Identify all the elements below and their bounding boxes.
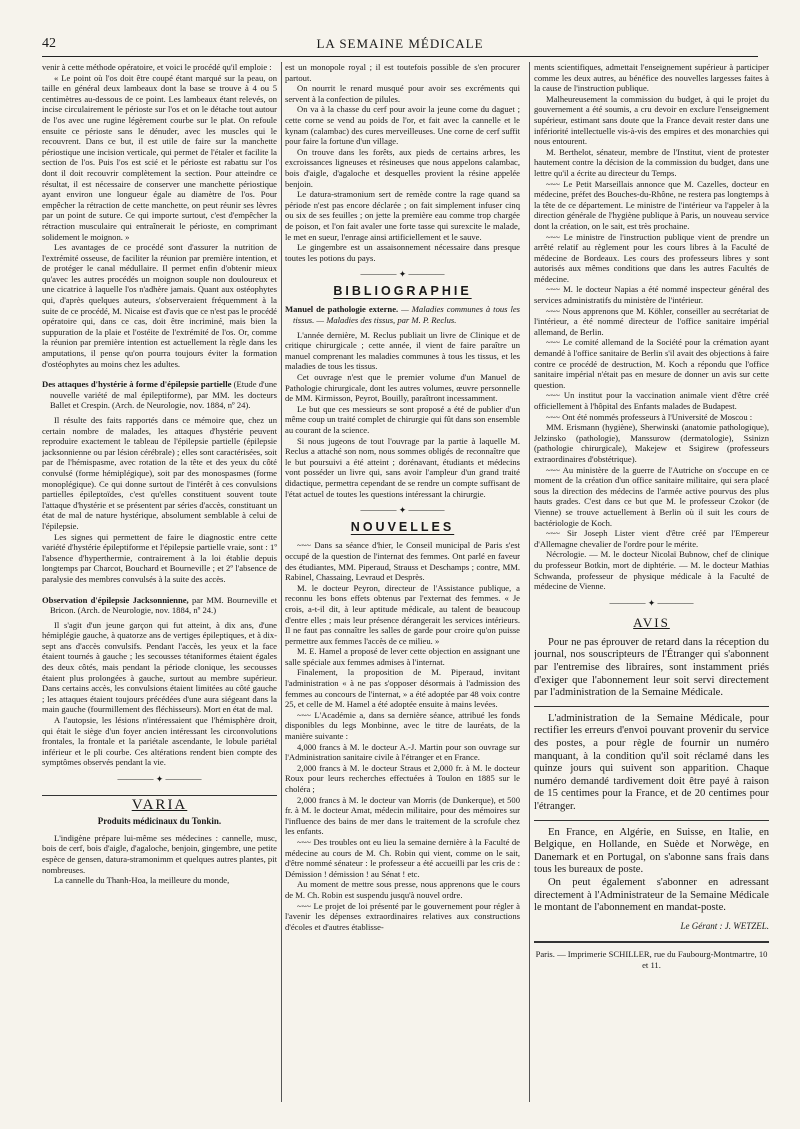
publisher-manager: Le Gérant : J. WETZEL. [680,920,769,931]
news-item: M. E. Hamel a proposé de lever cette objection en assignant une salle spéciale aux femmes admises à l'internat. [285,646,520,667]
journal-title: LA SEMAINE MÉDICALE [316,36,484,51]
divider [534,706,769,707]
notice-paragraph: Pour ne pas éprouver de retard dans la réception du journal, nos souscripteurs de l'Étranger qui s'abonnent par l'entremise des libraires, sont instamment priés d'exiger que l'abonnement leur soit servi directement par l'administration de la Semaine Médicale. [534,636,769,699]
section-title-bibliographie: BIBLIOGRAPHIE [333,283,472,298]
abstract-entry [42,379,277,411]
section-title-avis: AVIS [633,615,670,631]
divider [534,820,769,821]
news-item: ~~~ Le comité allemand de la Société pour la crémation ayant demandé à l'office sanitaire de Berlin s'il avait des objections à faire contre ce procédé de destruction, M. Koch a répondu que l'office sanitaire impérial n'était pas en mesure de donner un avis sur cette question. [534,337,769,390]
printer-imprint: Paris. — Imprimerie SCHILLER, rue du Faubourg-Montmartre, 10 et 11. [534,941,769,970]
paragraph: « Le point où l'os doit être coupé étant marqué sur la peau, on taille en général deux lambeaux dont la base se trouve à 4 ou 5 centimètres au-dessous de ce point. Les lambeaux étant relevés, on incise circulairement le périoste sur l'os et on le détache tout autour de l'os avec une rugine légèrement courbe sur le plat. On refoule ensuite ce périoste sans le dénuder, avec les muscles qui le recouvrent. Dans ce but, il est utile de faire sur la manchette périostique une incision verticale, qui permet de l'étaler et facilite la section de l'os. Puis l'os est scié et le périoste est rabattu sur l'os dont il doit recouvrir complètement la section. Pour atteindre ce résultat, il est nécessaire de conserver une manchette périostique ayant environ une longueur égale au diamètre de l'os. Pour empêcher la rétraction de cette manchette, on peut réunir ses lèvres par un point de suture. Ce qui importe surtout, c'est d'empêcher la rétraction musculaire qui entraînerait le périoste, en comprimant solidement le moignon. » [42,72,277,242]
paragraph: Le gingembre est un assaisonnement nécessaire dans presque toutes les potions du pays. [285,242,520,263]
news-item: ~~~ Sir Joseph Lister vient d'être créé par l'Empereur d'Allemagne chevalier de l'ordre pour le mérite. [534,528,769,549]
paragraph: venir à cette méthode opératoire, et voici le procédé qu'il emploie : [42,62,272,72]
section-title-varia: VARIA [42,795,277,811]
paragraph: Les signes qui permettent de faire le diagnostic entre cette variété d'hystérie épileptiforme et l'épilepsie partielle vraie, sont : 1º l'absence d'hyperthermie, contrairement à la loi établie depuis longtemps par Charcot, Bouchard et Bourneville ; et 2º l'absence de paralysie des membres convulsés à la suite des accès. [42,531,277,584]
paragraph: On nourrit le renard musqué pour avoir ses excréments qui servent à la confection de pilules. [285,83,520,104]
news-item: ~~~ Le projet de loi présenté par le gouvernement pour régler à l'avenir les dépenses extraordinaires relatives aux constructions d'écoles et d'autres établisse- [285,900,520,932]
news-item: Finalement, la proposition de M. Piperaud, invitant l'administration « à ne pas s'opposer désormais à l'admission des femmes au concours de l'internat, » a été adoptée par 48 voix contre 25, et celle de M. Hamel a été adoptée ensuite à mains levées. [285,667,520,710]
ornament-separator: ———— ✦ ———— [117,774,202,784]
paragraph: Cet ouvrage n'est que le premier volume d'un Manuel de Pathologie chirurgicale, dont les autres volumes, œuvre personnelle de MM. Kirmisson, Peyrot, Bouilly, paraîtront incessamment. [285,372,520,404]
book-title: Manuel de pathologie externe. [285,304,399,315]
paragraph: L'année dernière, M. Reclus publiait un livre de Clinique et de critique chirurgicale ; cette année, il vient de faire paraître un manuel comprenant les maladies communes à tous les tissus, et les maladies de tous les tissus. [285,329,520,372]
paragraph: Les avantages de ce procédé sont d'assurer la nutrition de l'extrémité osseuse, de faciliter la réunion par première intention, et de protéger le canal médullaire. Il permet enfin d'obtenir mieux qu'avec les autres procédés un moignon souple non douloureux et une cicatrice à laquelle l'os n'adhère jamais. Quant aux ostéophytes qui, d'après quelques auteurs, s'observeraient fréquemment à la suite de ce procédé, M. Nicaise est d'avis que ce n'est pas le procédé opératoire qui, dans ce cas, doit être incriminé, mais bien la suppuration de la plaie et l'ostéite de l'extrémité de l'os. Or, comme la réunion par première intention est actuellement la règle dans les amputations, il pense qu'on pourra toujours éviter la formation d'ostéophytes au moins chez les adultes. [42,242,277,369]
book-review-entry [285,304,520,325]
news-item: Au moment de mettre sous presse, nous apprenons que le cours de M. Ch. Robin est suspendu jusqu'à nouvel ordre. [285,879,520,900]
column-middle [285,62,520,1097]
obituary: Nécrologie. — M. le docteur Nicolaï Bubnow, chef de clinique du professeur Botkin, mort de diphtérie. — M. le docteur Mathias Schwanda, professeur de physique médicale à la Faculté de médecine de Vienne. [534,549,769,592]
news-item: ~~~ Dans sa séance d'hier, le Conseil municipal de Paris s'est occupé de la question de l'internat des femmes. Ont parlé en faveur des étudiantes, MM. Piperaud, Strauss et Deschamps ; contre, MM. Rabinel, Chassaing, Levraud et Desprès. [285,540,520,583]
news-item: 2,000 francs à M. le docteur van Morris (de Dunkerque), et 500 fr. à M. le docteur Amat, médecin militaire, pour des mémoires sur l'influence des bains de mer dans le traitement de la scrofule chez les enfants. [285,794,520,837]
abstract-ref: par MM. Bourneville et Bricon. (Arch. de Neurologie, nov. 1884, nº 24.) [50,594,277,616]
news-item: ~~~ Un institut pour la vaccination animale vient d'être créé officiellement à l'hôpital des Enfants malades de Budapest. [534,390,769,411]
abstract-title: Observation d'épilepsie Jacksonnienne, [42,594,189,605]
ornament-separator: ———— ✦ ———— [360,269,445,280]
paragraph: La cannelle du Thanh-Hoa, la meilleure du monde, [54,875,230,886]
paragraph: A l'autopsie, les lésions n'intéressaient que l'hémisphère droit, qui était le siège d'un foyer ancien intéressant les circonvolutions frontales, la frontale et la pariétale ascendante, le lobule pariétal inférieur et le pli courbe. Ces altérations rendent bien compte des symptômes observés pendant la vie. [42,715,277,768]
news-item: ~~~ Le Petit Marseillais annonce que M. Cazelles, docteur en médecine, préfet des Bouches-du-Rhône, ne restera pas longtemps à la tête de ce département. Le ministre de l'intérieur va l'appeler à la direction générale de l'hygiène publique à Paris, un nouveau service dont la création, on le sait, est très prochaine. [534,178,769,231]
news-item: MM. Erismann (hygiène), Sherwinski (anatomie pathologique), Jelzinsko (pathologie), Manssurow (dermatologie), Ssinizn (pathologie chirurgicale), Makejew et Ssigirew (professeurs extraordinaires d'obstétrique). [534,422,769,464]
paragraph: On trouve dans les forêts, aux pieds de certains arbres, les excroissances ligneuses et résineuses que nous appelons calambac, bois d'aigle, d'agaloche et desquelles provient la résine appelée benjoin. [285,146,520,189]
news-item: 4,000 francs à M. le docteur A.-J. Martin pour son ouvrage sur l'Administration sanitaire civile à l'étranger et en France. [285,741,520,763]
notice-box [534,615,769,914]
page-number: 42 [42,36,56,51]
paragraph: M. Berthelot, sénateur, membre de l'Institut, vient de protester hautement contre la décision de la commission du budget, dans une lettre qu'il a écrite au directeur du Temps. [534,146,769,178]
news-item: ~~~ Le ministre de l'instruction publique vient de prendre un arrêté relatif au règlement pour les cours libres à la Faculté de médecine de Bordeaux. Les cours des professeurs libres y sont autorisés aux mêmes conditions que dans les autres Facultés de médecine. [534,231,769,284]
paragraph: On va à la chasse du cerf pour avoir la jeune corne du daguet ; cette corne se vend au poids de l'or, et fait avec la cannelle et le kynam (calambac) des cures merveilleuses. Une corne de cerf suffit pour faire la fortune d'un village. [285,104,520,147]
news-item: ~~~ L'Académie a, dans sa dernière séance, attribué les fonds disponibles du legs Monbinne, avec le titre de lauréats, de la manière suivante : [285,709,520,742]
section-title-nouvelles: NOUVELLES [350,519,455,534]
paragraph: Malheureusement la commission du budget, à qui le projet du gouvernement a été soumis, a cru devoir en exclure l'enseignement supérieur, estimant sans doute que la France devait rester dans une infériorité intellectuelle vis-à-vis des empires et des monarchies qui nous entourent. [534,93,769,147]
abstract-entry [42,595,277,616]
column-rule [281,62,282,1102]
news-item: ~~~ Ont été nommés professeurs à l'Université de Moscou : [546,411,753,422]
article-title: Produits médicinaux du Tonkin. [97,816,222,827]
column-rule [529,62,530,1102]
ornament-separator: ———— ✦ ———— [609,597,694,608]
news-item: ~~~ M. le docteur Napias a été nommé inspecteur général des services administratifs du ministère de l'intérieur. [534,284,769,306]
paragraph: Il résulte des faits rapportés dans ce mémoire que, chez un certain nombre de malades, les attaques d'hystérie peuvent reproduire exactement le tableau de l'épilepsie partielle (épilepsie jacksonnienne ou par lésion cérébrale) ; elles sont caractérisées, soit par de l'hémispasme, avec rotation de la tête et des yeux du côté convulsé (forme hémiplégique), soit par des monospasmes (forme monoplégique). Ce qui donne surtout de l'intérêt à ces convulsions partielles épileptoïdes, c'est qu'elles constituent souvent toute l'attaque d'hystérie et se présentent par séries d'accès, constituant un état de mal de nature hystérique, absolument semblable à celui de l'épilepsie. [42,415,277,531]
paragraph: Le datura-stramonium sert de remède contre la rage quand sa période n'est pas encore déclarée ; on fait simplement infuser cinq ou six de ses feuilles ; on jette la première eau comme trop chargée de poison, et l'on fait avaler une forte tasse qui surexcite le malade, le met en sueur, l'enrage ainsi artificiellement et le sauve. [285,189,520,242]
news-item: ~~~ Nous apprenons que M. Köhler, conseiller au secrétariat de l'intérieur, a été nommé directeur de l'office sanitaire impérial allemand, de Berlin. [534,305,769,337]
book-subtitle: — Maladies communes à tous les tissus. — Maladies des tissus, par M. P. Reclus. [293,304,520,326]
running-header [42,34,758,57]
abstract-title: Des attaques d'hystérie à forme d'épilepsie partielle [42,379,232,390]
ornament-separator: ———— ✦ ———— [360,505,445,516]
notice-paragraph: En France, en Algérie, en Suisse, en Italie, en Belgique, en Hollande, en Suède et Norwège, en Danemark et en Portugal, on s'abonne sans frais dans tous les bureaux de poste. [534,826,769,876]
paragraph: Il s'agit d'un jeune garçon qui fut atteint, à dix ans, d'une hémiplégie gauche, à quatorze ans de vertiges épileptiques, et à dix-sept ans d'accès convulsifs. Pendant l'accès, les yeux et la face étaient tournés à gauche ; les secousses tétaniformes étaient égales des deux côtés, mais pendant la période clonique, les secousses étaient plus prolongées à gauche, surtout au membre supérieur. Dans certains accès, les convulsions étaient limitées au côté gauche ; les attaques étaient toujours précédées d'une aura siégeant dans la main gauche (fourmillement des fléchisseurs). Mort en état de mal. [42,619,277,715]
paragraph: ments scientifiques, admettait l'enseignement supérieur à participer comme les deux autres, au bénéfice des nouvelles largesses faites à la cause de l'instruction publique. [534,62,769,94]
news-item: ~~~ Au ministère de la guerre de l'Autriche on s'occupe en ce moment de la création d'un office sanitaire militaire, qui sera placé sous la direction des médecins de l'armée active pourvus des plus hauts grades. C'est dans ce but que M. le professeur Czokor (de Vienne) se trouve actuellement à Berlin où il suit les cours de bactériologie de Koch. [534,464,769,528]
paragraph: Le but que ces messieurs se sont proposé a été de publier d'un même coup un traité complet de chirurgie qui fût dans son ensemble au courant de la science. [285,403,520,435]
column-right [534,62,769,1097]
column-left [42,62,277,1097]
paragraph: Si nous jugeons de tout l'ouvrage par la partie à laquelle M. Reclus a attaché son nom, nous sommes obligés de reconnaître que le but poursuivi a été atteint ; dorénavant, étudiants et médecins vont posséder un livre qui, sans avoir l'ampleur d'un grand traité didactique, permettra cependant de se rendre un compte suffisant de l'état actuel de toutes les questions intéressant la chirurgie. [285,435,520,499]
news-item: M. le docteur Peyron, directeur de l'Assistance publique, a reconnu les bons effets obtenus par l'externat des femmes. « Je crois, a-t-il dit, à leur aptitude médicale, au talent de beaucoup d'entre elles ; mais leur présence dérangerait les services intérieurs. Il ne faut pas connaître les salles de garde pour croire qu'on puisse permettre aux femmes l'accès de ce milieu. » [285,582,520,646]
abstract-ref: (Etude d'une nouvelle variété de mal épileptiforme), par MM. les docteurs Ballet et Crespin. (Arch. de Neurologie, nov. 1884, nº 24). [50,379,277,411]
notice-paragraph: On peut également s'abonner en adressant directement à l'Administrateur de la Semaine Médicale le montant de l'abonnement en mandat-poste. [534,876,769,914]
paragraph: est un monopole royal ; il est toutefois possible de s'en procurer partout. [285,62,520,83]
news-item: ~~~ Des troubles ont eu lieu la semaine dernière à la Faculté de médecine au cours de M. Ch. Robin qui vient, comme on le sait, d'être nommé sénateur : le professeur a été accueilli par les cris de : Démission ! démission ! au Sénat ! etc. [285,836,520,879]
paragraph: L'indigène prépare lui-même ses médecines : cannelle, musc, bois de cerf, bois d'aigle, d'agaloche, benjoin, gingembre, une petite espèce de gensen, datura-stramonimm et quelques autres plantes, pit nombreuses. [42,832,277,875]
notice-paragraph: L'administration de la Semaine Médicale, pour rectifier les erreurs d'envoi pouvant provenir du service des postes, a pour règle de fournir un numéro manquant, à la condition qu'il soit réclamé dans les quinze jours qui suivent son apparition. Chaque numéro demandé tardivement doit être payé à raison de 15 centimes pour la France, et de 20 centimes pour l'étranger. [534,712,769,812]
news-item: 2,000 francs à M. le docteur Straus et 2,000 fr. à M. le docteur Roux pour leurs recherches effectuées à Toulon en 1885 sur le choléra ; [285,762,520,794]
